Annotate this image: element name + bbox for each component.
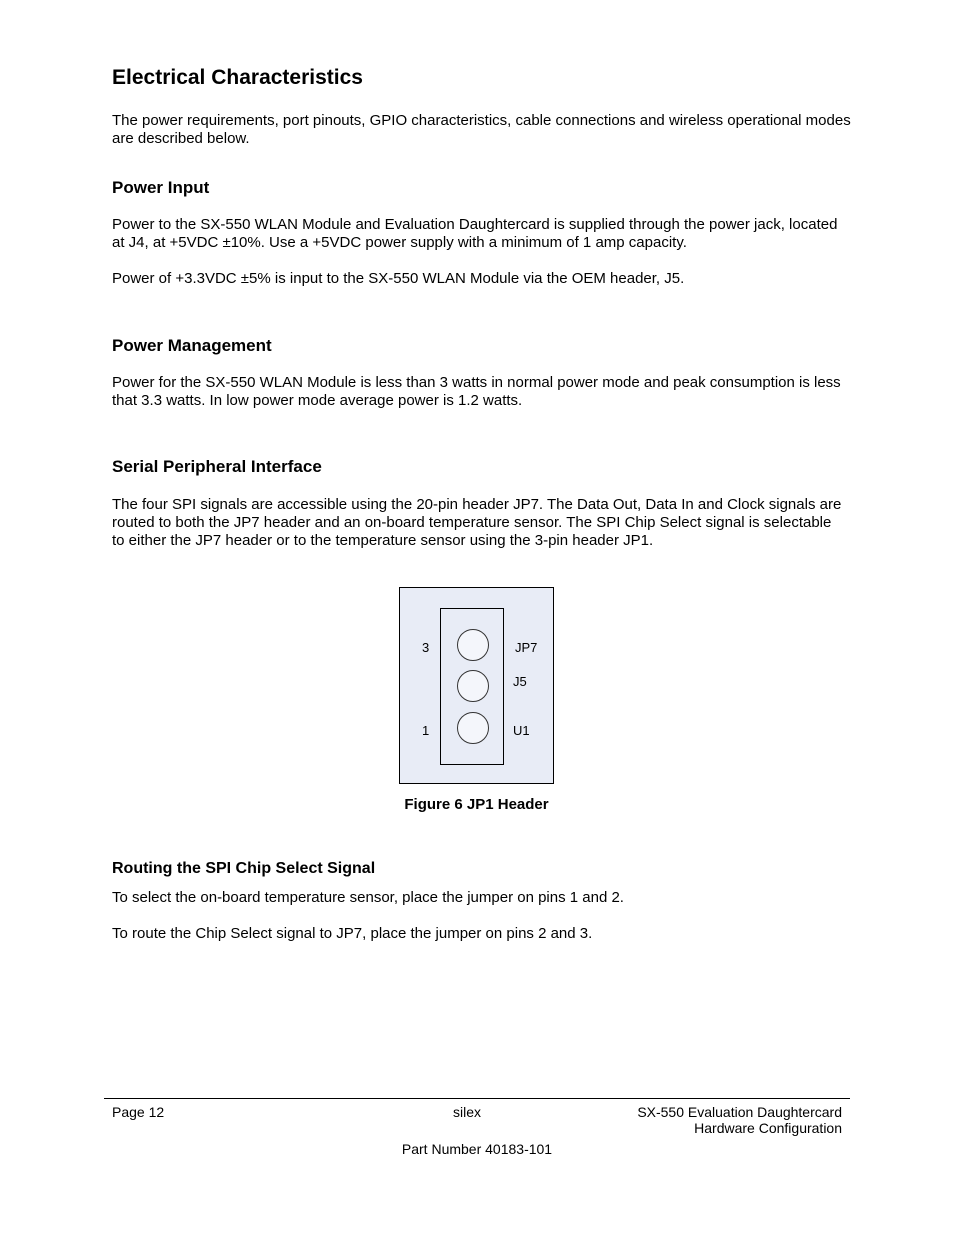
figure-caption: Figure 6 JP1 Header bbox=[404, 796, 549, 813]
power-input-heading: Power Input bbox=[112, 178, 210, 197]
footer-doc-title-line2: Hardware Configuration bbox=[694, 1120, 842, 1136]
power-input-paragraph-1: Power to the SX-550 WLAN Module and Evaluation Daughtercard is supplied through the power jack, located at J4, at +5VDC ±10%. Use a +5VDC power supply with a minimum of 1 amp capacity. bbox=[112, 216, 838, 251]
pin-3-label: 3 bbox=[422, 640, 430, 655]
power-input-paragraph-2: Power of +3.3VDC ±5% is input to the SX-550 WLAN Module via the OEM header, J5. bbox=[112, 270, 685, 287]
spi-paragraph: The four SPI signals are accessible using the 20-pin header JP7. The Data Out, Data In and Clock signals are routed to both the JP7 header and an on-board temperature sensor. The SPI Chip Select signal is selectable to either the JP7 header or to the temperature sensor using the 3-pin header JP1. bbox=[112, 496, 842, 549]
page-title: Electrical Characteristics bbox=[112, 66, 363, 89]
jp1-header-outline bbox=[440, 608, 504, 765]
footer-doc-title-line1: SX-550 Evaluation Daughtercard bbox=[637, 1104, 842, 1120]
j5-label: J5 bbox=[513, 674, 527, 689]
pin-1-label: 1 bbox=[422, 723, 430, 738]
footer-company: silex bbox=[453, 1104, 482, 1120]
footer-part-number: Part Number 40183-101 bbox=[401, 1141, 553, 1157]
power-management-paragraph: Power for the SX-550 WLAN Module is less than 3 watts in normal power mode and peak consumption is less that 3.3 watts. In low power mode average power is 1.2 watts. bbox=[112, 374, 841, 409]
jp1-header-figure bbox=[399, 587, 554, 784]
footer-divider bbox=[104, 1098, 850, 1099]
pin-3-circle bbox=[457, 629, 489, 661]
routing-heading: Routing the SPI Chip Select Signal bbox=[112, 860, 376, 877]
intro-paragraph: The power requirements, port pinouts, GPIO characteristics, cable connections and wireless operational modes are described below. bbox=[112, 112, 851, 147]
jp7-label: JP7 bbox=[515, 640, 538, 655]
power-management-heading: Power Management bbox=[112, 336, 272, 355]
routing-paragraph-2: To route the Chip Select signal to JP7, place the jumper on pins 2 and 3. bbox=[112, 925, 593, 942]
pin-2-circle bbox=[457, 670, 489, 702]
spi-heading: Serial Peripheral Interface bbox=[112, 457, 322, 476]
footer-page-number: Page 12 bbox=[112, 1104, 165, 1120]
pin-1-circle bbox=[457, 712, 489, 744]
routing-paragraph-1: To select the on-board temperature sensor, place the jumper on pins 1 and 2. bbox=[112, 889, 624, 906]
u1-label: U1 bbox=[513, 723, 530, 738]
